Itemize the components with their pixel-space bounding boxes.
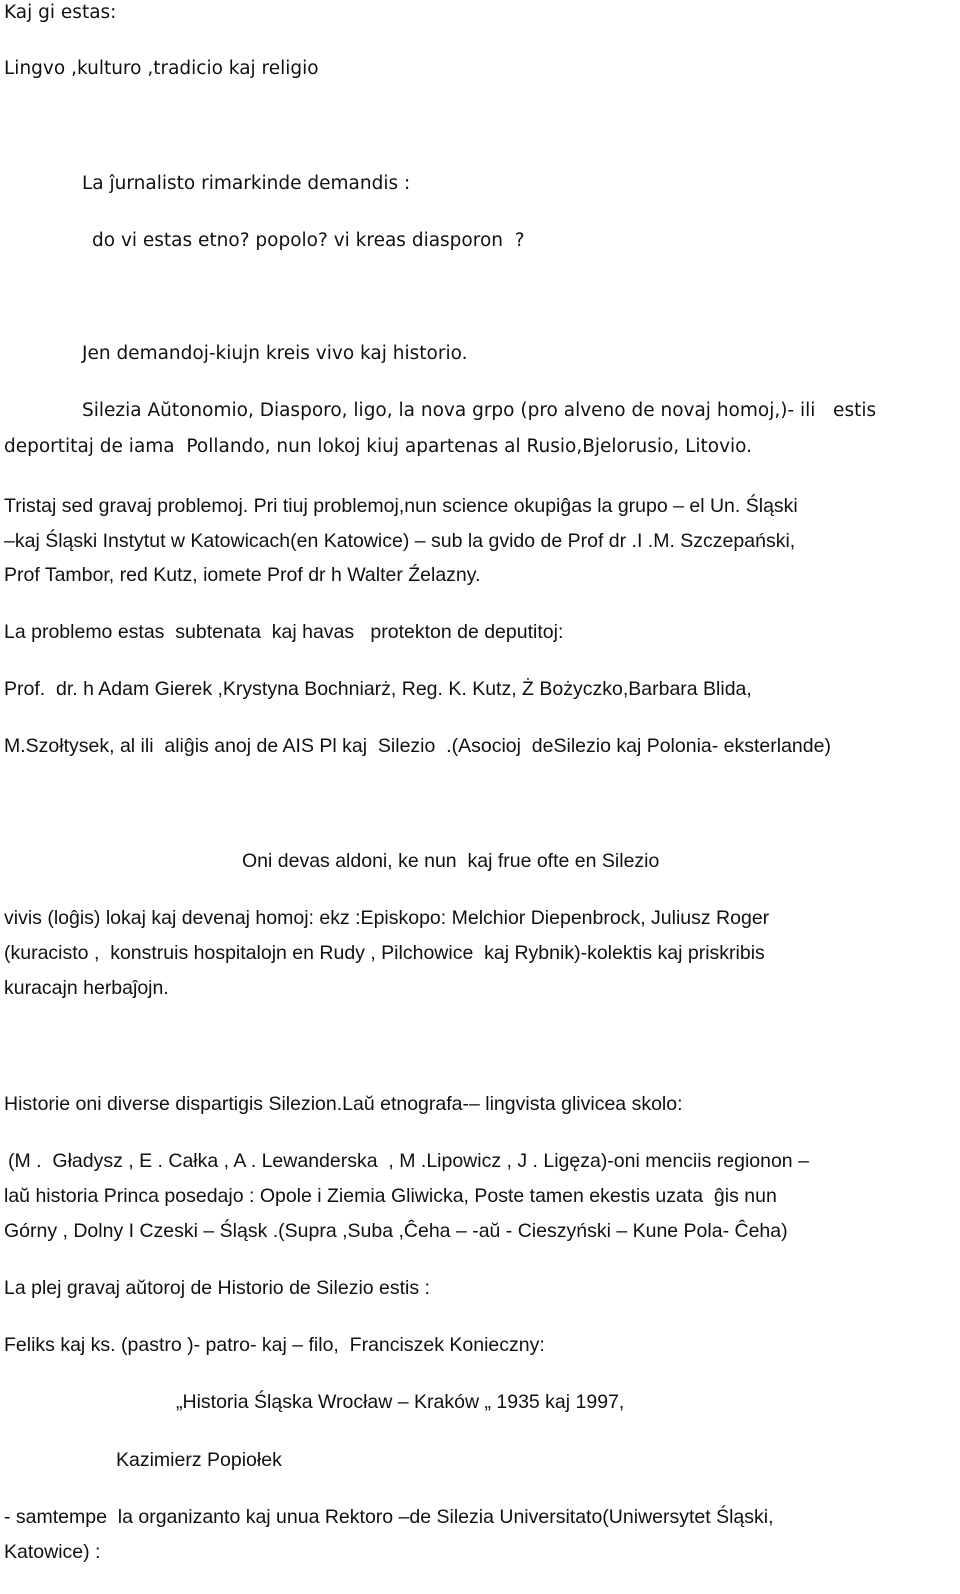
text-line-15: vivis (loĝis) lokaj kaj devenaj homoj: ekz :Episkopo: Melchior Diepenbrock, Juliusz Roger bbox=[4, 907, 770, 929]
text-line-18: Historie oni diverse dispartigis Silezion.Laŭ etnografa-– lingvista glivicea skolo: bbox=[4, 1093, 683, 1115]
text-line-1: Kaj gi estas: bbox=[4, 2, 117, 23]
text-line-8: Tristaj sed gravaj problemoj. Pri tiuj problemoj,nun science okupiĝas la grupo – el Un. Śląski bbox=[4, 495, 798, 517]
text-line-5: Jen demandoj-kiujn kreis vivo kaj historio. bbox=[82, 343, 468, 364]
text-line-25: Kazimierz Popiołek bbox=[116, 1449, 282, 1471]
text-line-10: Prof Tambor, red Kutz, iomete Prof dr h Walter Źelazny. bbox=[4, 564, 481, 586]
text-line-12: Prof. dr. h Adam Gierek ,Krystyna Bochniarż, Reg. K. Kutz, Ż Bożyczko,Barbara Blida, bbox=[4, 678, 752, 700]
text-line-24: „Historia Śląska Wrocław – Kraków „ 1935 kaj 1997, bbox=[176, 1391, 625, 1413]
text-line-11: La problemo estas subtenata kaj havas protekton de deputitoj: bbox=[4, 621, 564, 643]
text-line-6: Silezia Aŭtonomio, Diasporo, ligo, la nova grpo (pro alveno de novaj homoj,)- ili estis bbox=[82, 400, 877, 421]
text-line-26: - samtempe la organizanto kaj unua Rektoro –de Silezia Universitato(Uniwersytet Śląski, bbox=[4, 1506, 774, 1528]
text-line-21: Górny , Dolny I Czeski – Śląsk .(Supra ,Suba ,Ĉeha – -aŭ - Cieszyński – Kune Pola- Ĉeha) bbox=[4, 1220, 788, 1242]
text-line-19: (M . Gładysz , E . Całka , A . Lewanderska , M .Lipowicz , J . Ligęza)-oni menciis regionon – bbox=[8, 1150, 809, 1172]
text-line-22: La plej gravaj aŭtoroj de Historio de Silezio estis : bbox=[4, 1277, 430, 1299]
text-line-17: kuracajn herbaĵojn. bbox=[4, 977, 169, 999]
text-line-20: laŭ historia Princa posedajo : Opole i Ziemia Gliwicka, Poste tamen ekestis uzata ĝis nun bbox=[4, 1185, 777, 1207]
text-line-13: M.Szołtysek, al ili aliĝis anoj de AIS Pl kaj Silezio .(Asocioj deSilezio kaj Polonia- eksterlande) bbox=[4, 735, 831, 757]
text-line-7: deportitaj de iama Pollando, nun lokoj kiuj apartenas al Rusio,Bjelorusio, Litovio. bbox=[4, 436, 753, 457]
text-line-23: Feliks kaj ks. (pastro )- patro- kaj – filo, Franciszek Konieczny: bbox=[4, 1334, 545, 1356]
text-line-9: –kaj Śląski Instytut w Katowicach(en Katowice) – sub la gvido de Prof dr .I .M. Szczepański, bbox=[4, 530, 796, 552]
text-line-2: Lingvo ,kulturo ,tradicio kaj religio bbox=[4, 58, 319, 79]
text-line-14: Oni devas aldoni, ke nun kaj frue ofte en Silezio bbox=[242, 850, 660, 872]
text-line-3: La ĵurnalisto rimarkinde demandis : bbox=[82, 173, 411, 194]
text-line-4: do vi estas etno? popolo? vi kreas diasporon ? bbox=[92, 230, 525, 251]
text-line-27: Katowice) : bbox=[4, 1541, 101, 1563]
text-line-16: (kuracisto , konstruis hospitalojn en Rudy , Pilchowice kaj Rybnik)-kolektis kaj priskribis bbox=[4, 942, 765, 964]
